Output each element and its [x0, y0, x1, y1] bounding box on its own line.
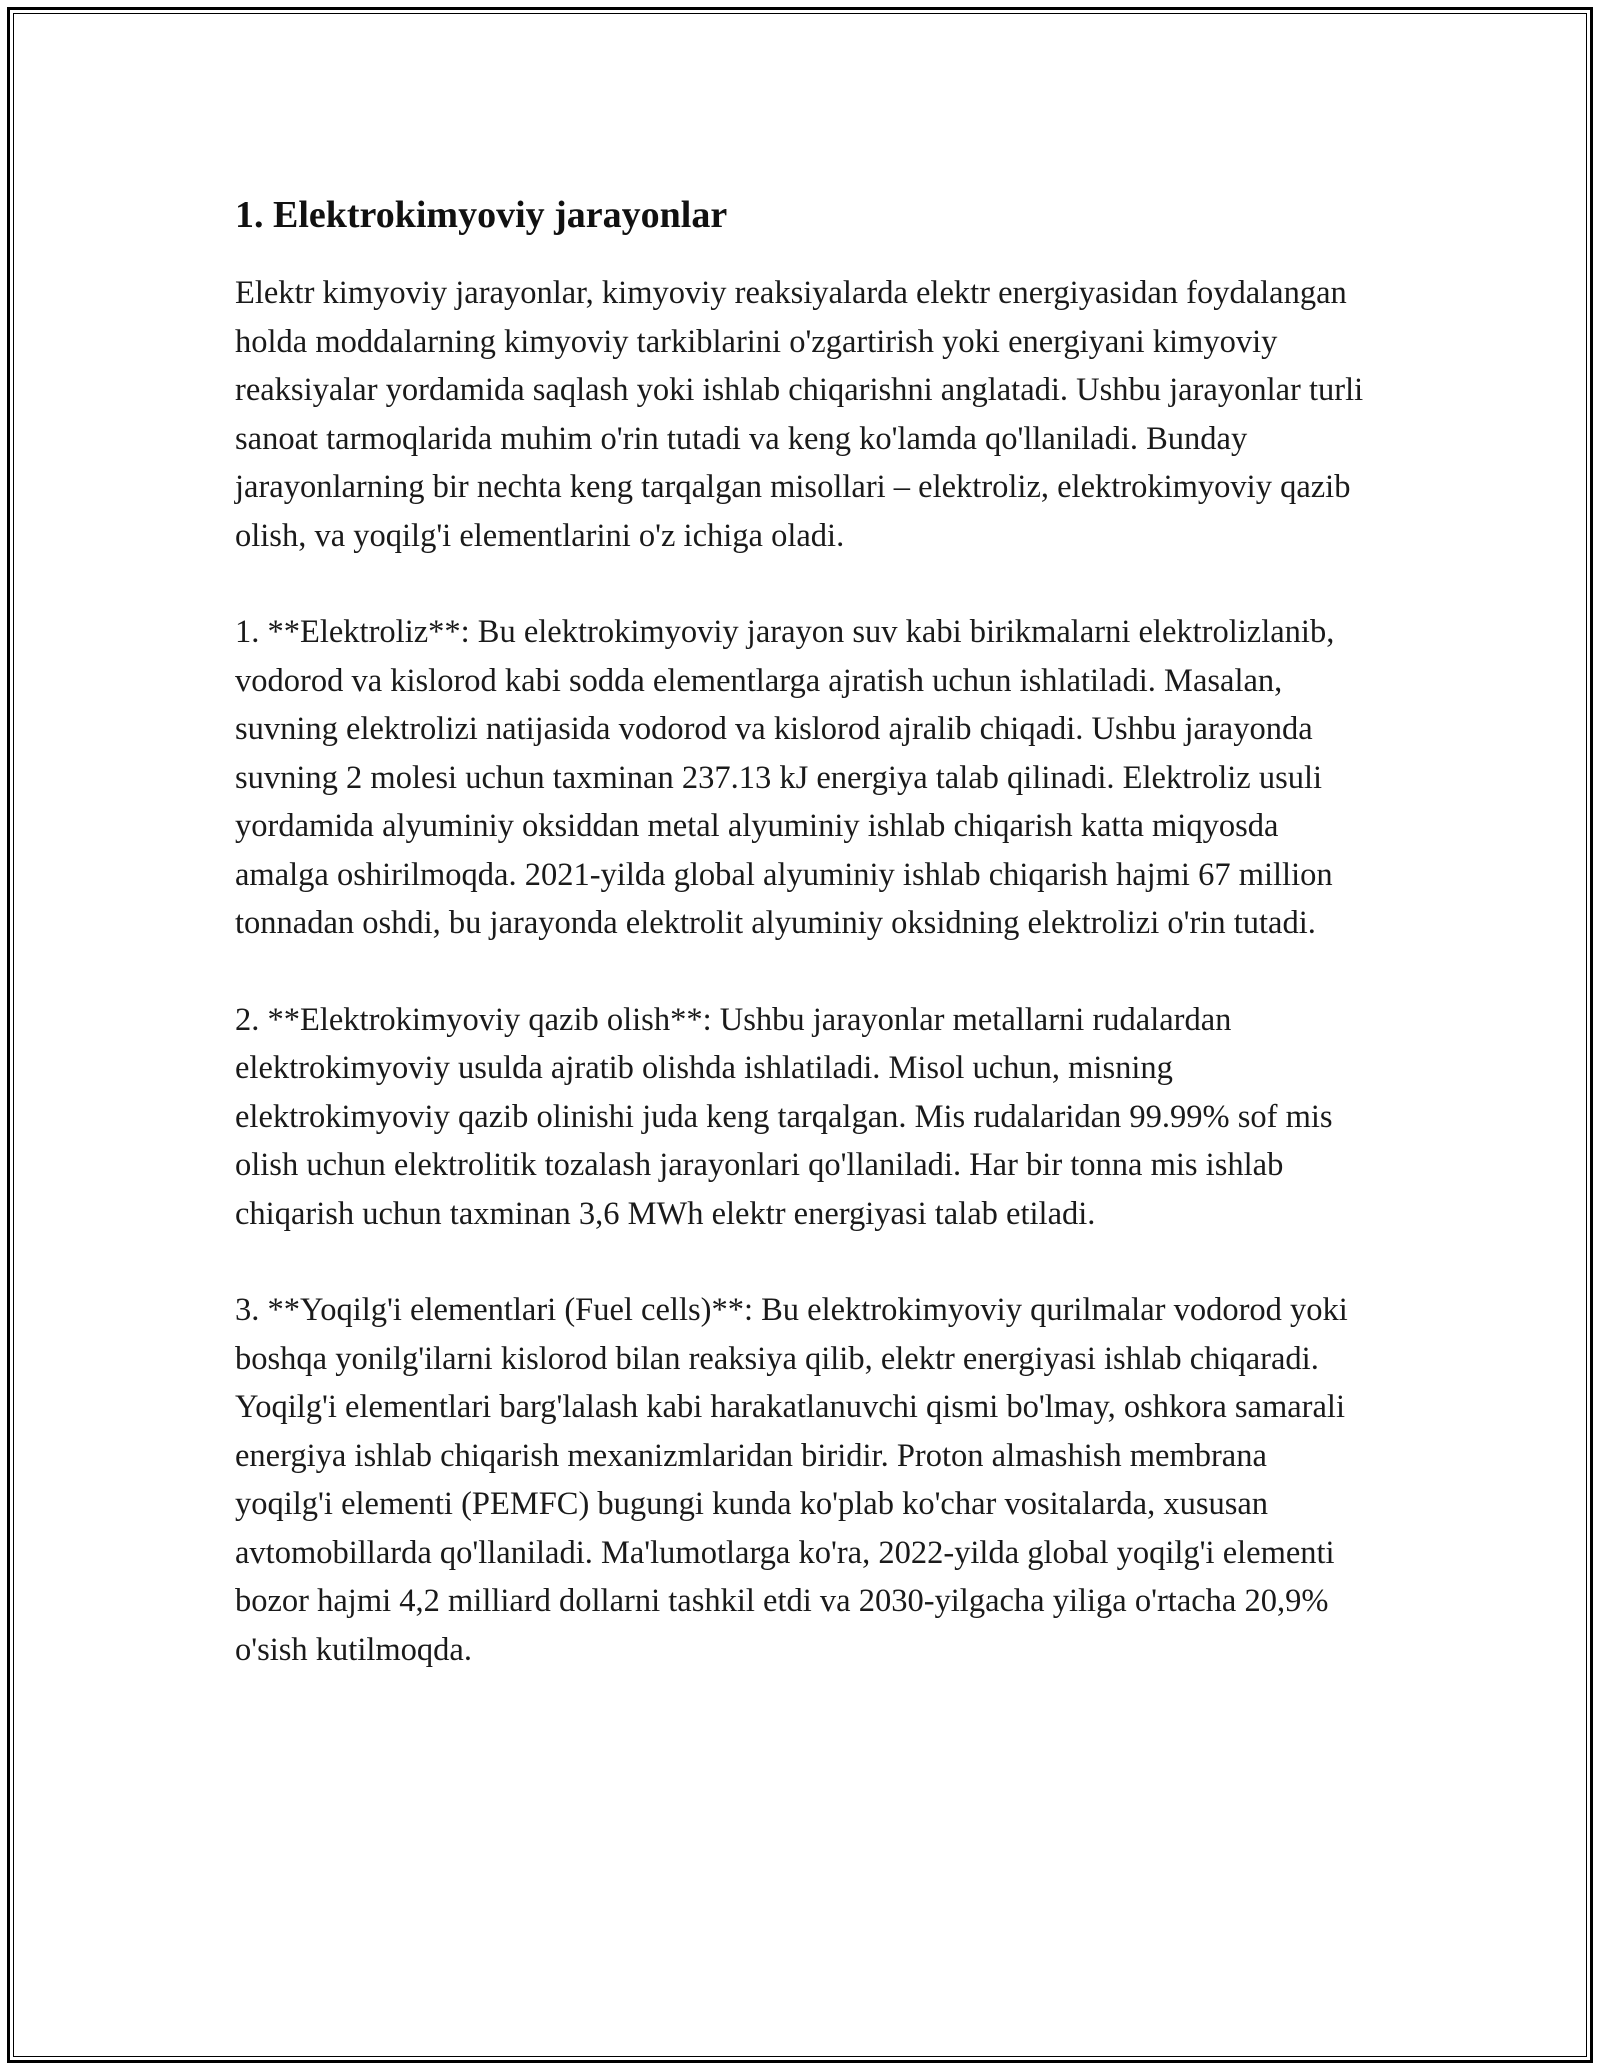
section-heading: 1. Elektrokimyoviy jarayonlar [235, 194, 728, 236]
intro-paragraph: Elektr kimyoviy jarayonlar, kimyoviy reaksiyalarda elektr energiyasidan foydalangan holda moddalarning kimyoviy tarkiblarini o'zgartirish yoki energiyani kimyoviy reaksiyalar yordamida saqlash yoki ishlab chiqarishni anglatadi. Ushbu jarayonlar turli sanoat tarmoqlarida muhim o'rin tutadi va keng ko'lamda qo'llaniladi. Bunday jarayonlarning bir nechta keng tarqalgan misollari – elektroliz, elektrokimyoviy qazib olish, va yoqilg'i elementlarini o'z ichiga oladi. [235, 275, 1364, 554]
document-body [235, 187, 1365, 1722]
electrochemical-extraction-paragraph: 2. **Elektrokimyoviy qazib olish**: Ushbu jarayonlar metallarni rudalardan elektrokimyoviy usulda ajratib olishda ishlatiladi. Misol uchun, misning elektrokimyoviy qazib olinishi juda keng tarqalgan. Mis rudalaridan 99.99% sof mis olish uchun elektrolitik tozalash jarayonlari qo'llaniladi. Har bir tonna mis ishlab chiqarish uchun taxminan 3,6 MWh elektr energiyasi talab etiladi. [235, 1001, 1333, 1232]
electrolysis-paragraph: 1. **Elektroliz**: Bu elektrokimyoviy jarayon suv kabi birikmalarni elektrolizlanib, vodorod va kislorod kabi sodda elementlarga ajratish uchun ishlatiladi. Masalan, suvning elektrolizi natijasida vodorod va kislorod ajralib chiqadi. Ushbu jarayonda suvning 2 molesi uchun taxminan 237.13 kJ energiya talab qilinadi. Elektroliz usuli yordamida alyuminiy oksiddan metal alyuminiy ishlab chiqarish katta miqyosda amalga oshirilmoqda. 2021-yilda global alyuminiy ishlab chiqarish hajmi 67 million tonnadan oshdi, bu jarayonda elektrolit alyuminiy oksidning elektrolizi o'rin tutadi. [235, 614, 1335, 941]
fuel-cells-paragraph: 3. **Yoqilg'i elementlari (Fuel cells)**: Bu elektrokimyoviy qurilmalar vodorod yoki boshqa yonilg'ilarni kislorod bilan reaksiya qilib, elektr energiyasi ishlab chiqaradi. Yoqilg'i elementlari barg'lalash kabi harakatlanuvchi qismi bo'lmay, oshkora samarali energiya ishlab chiqarish mexanizmlaridan biridir. Proton almashish membrana yoqilg'i elementi (PEMFC) bugungi kunda ko'plab ko'char vositalarda, xususan avtomobillarda qo'llaniladi. Ma'lumotlarga ko'ra, 2022-yilda global yoqilg'i elementi bozor hajmi 4,2 milliard dollarni tashkil etdi va 2030-yilgacha yiliga o'rtacha 20,9% o'sish kutilmoqda. [235, 1292, 1348, 1668]
